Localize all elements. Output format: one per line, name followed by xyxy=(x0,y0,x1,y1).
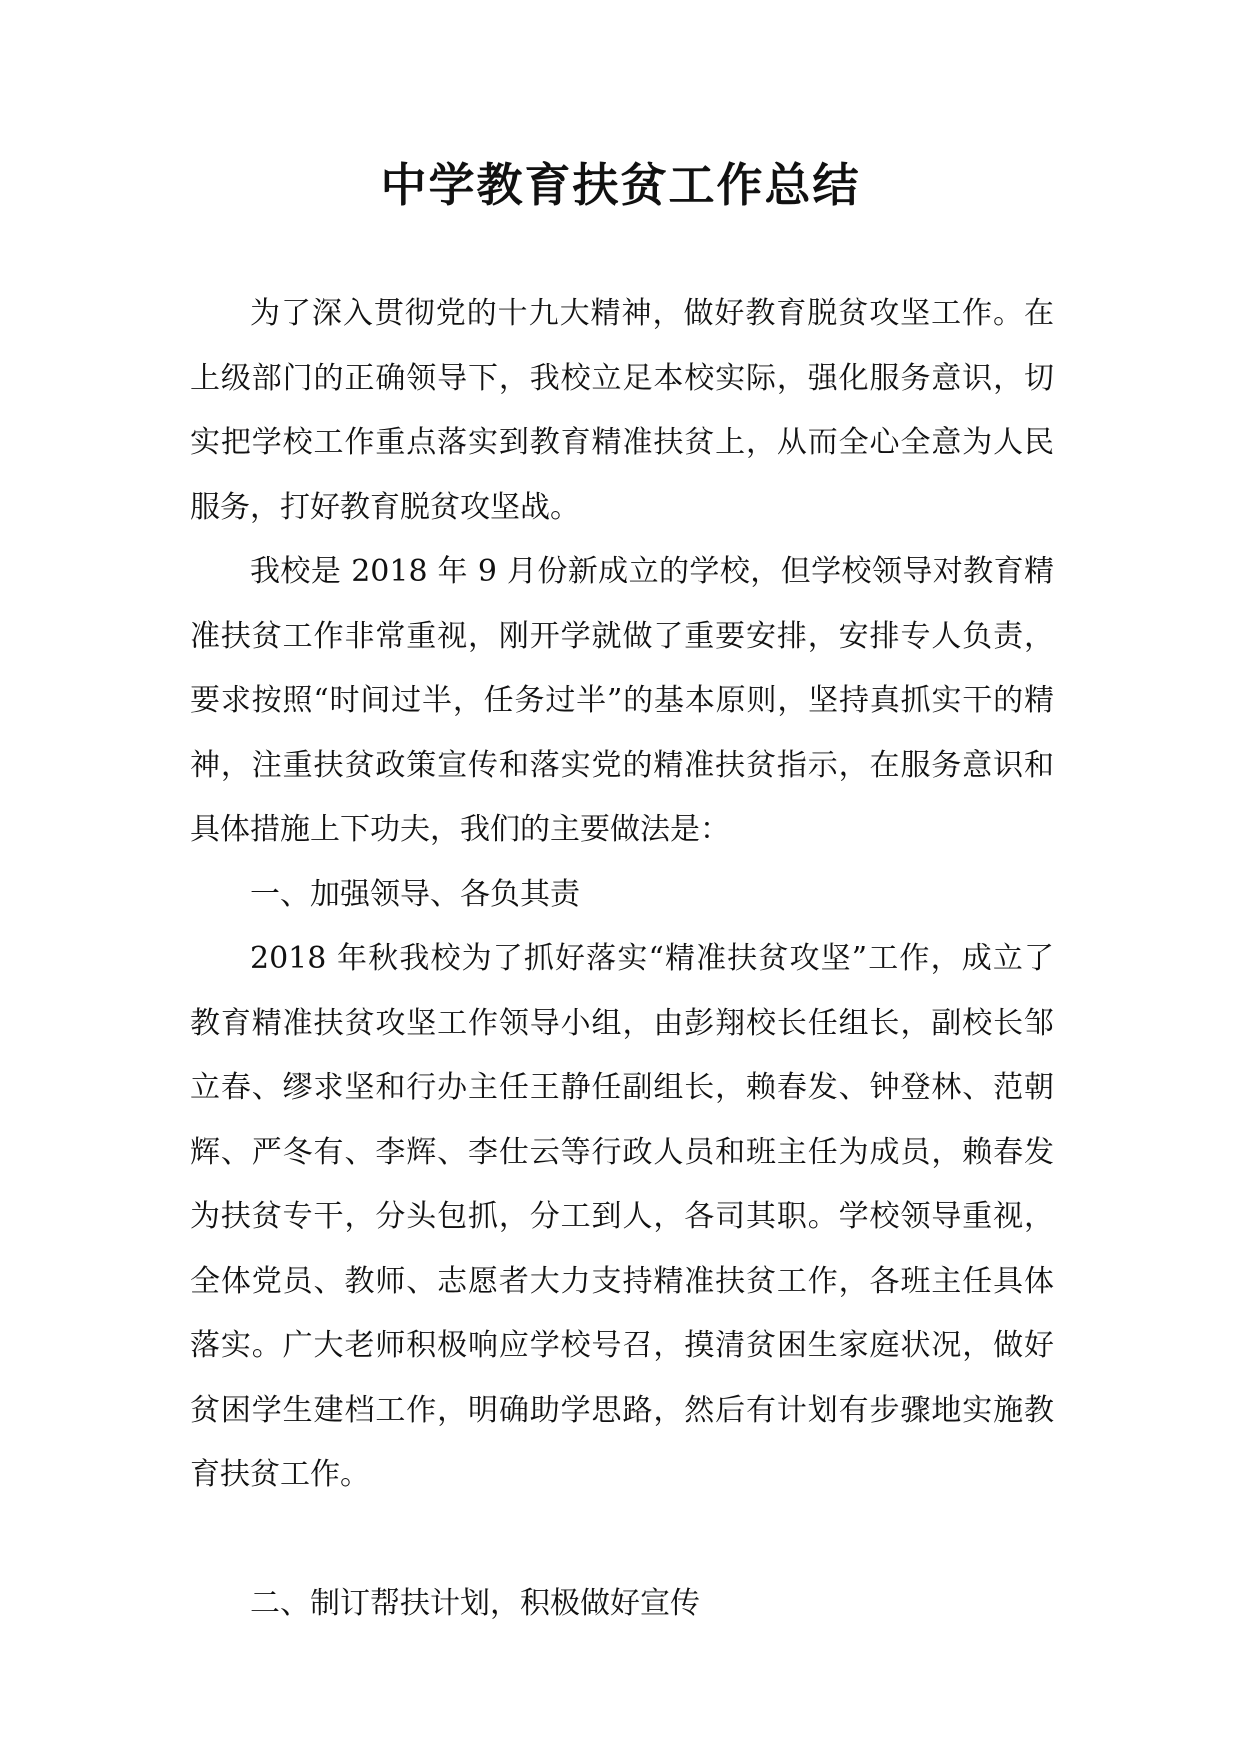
intro-paragraph: 为了深入贯彻党的十九大精神，做好教育脱贫攻坚工作。在上级部门的正确领导下，我校立足本校实际，强化服务意识，切实把学校工作重点落实到教育精准扶贫上，从而全心全意为人民服务，打好教育脱贫攻坚战。 xyxy=(190,296,1054,525)
section-heading-1: 一、加强领导、各负其责 xyxy=(250,876,580,912)
section-heading-2: 二、制订帮扶计划，积极做好宣传 xyxy=(250,1585,700,1621)
document-title: 中学教育扶贫工作总结 xyxy=(380,158,861,212)
section-spacer xyxy=(190,1508,1054,1572)
document-body xyxy=(190,282,1054,1636)
section-1-paragraph: 2018 年秋我校为了抓好落实“精准扶贫攻坚”工作，成立了教育精准扶贫攻坚工作领导小组，由彭翔校长任组长，副校长邹立春、缪求坚和行办主任王静任副组长，赖春发、钟登林、范朝辉、严冬有、李辉、李仕云等行政人员和班主任为成员，赖春发为扶贫专干，分头包抓，分工到人，各司其职。学校领导重视，全体党员、教师、志愿者大力支持精准扶贫工作，各班主任具体落实。广大老师积极响应学校号召，摸清贫困生家庭状况，做好贫困学生建档工作，明确助学思路，然后有计划有步骤地实施教育扶贫工作。 xyxy=(190,941,1054,1492)
background-paragraph: 我校是 2018 年 9 月份新成立的学校，但学校领导对教育精准扶贫工作非常重视，刚开学就做了重要安排，安排专人负责，要求按照“时间过半，任务过半”的基本原则，坚持真抓实干的精神，注重扶贫政策宣传和落实党的精准扶贫指示，在服务意识和具体措施上下功夫，我们的主要做法是： xyxy=(190,554,1054,847)
